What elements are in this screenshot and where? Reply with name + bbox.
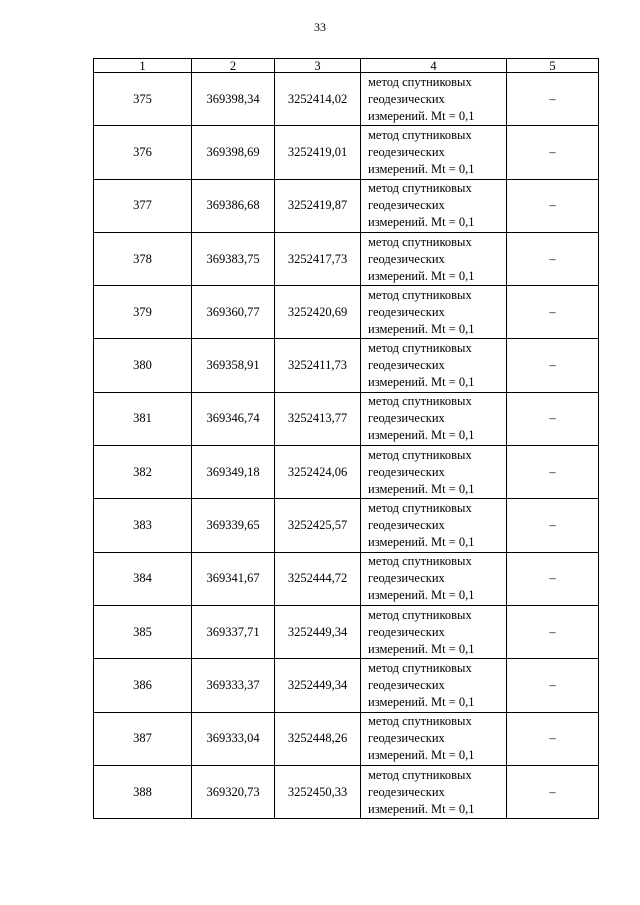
method-line-3: измерений. Mt = 0,1 xyxy=(368,375,475,390)
note-cell: – xyxy=(507,392,599,445)
note-cell: – xyxy=(507,659,599,712)
y-coordinate-cell: 3252424,06 xyxy=(275,446,361,499)
x-coordinate-cell: 369337,71 xyxy=(192,605,275,658)
y-coordinate-cell: 3252414,02 xyxy=(275,73,361,126)
note-cell: – xyxy=(507,73,599,126)
header-col-2: 2 xyxy=(192,59,275,73)
y-coordinate-cell: 3252449,34 xyxy=(275,659,361,712)
point-number-cell: 376 xyxy=(94,126,192,179)
table-header xyxy=(94,59,599,73)
method-line-1: метод спутниковых xyxy=(368,554,472,569)
y-coordinate-cell: 3252449,34 xyxy=(275,605,361,658)
x-coordinate-cell: 369398,34 xyxy=(192,73,275,126)
method-line-1: метод спутниковых xyxy=(368,74,472,89)
method-line-1: метод спутниковых xyxy=(368,394,472,409)
method-line-1: метод спутниковых xyxy=(368,447,472,462)
header-col-3: 3 xyxy=(275,59,361,73)
method-line-1: метод спутниковых xyxy=(368,607,472,622)
x-coordinate-cell: 369383,75 xyxy=(192,232,275,285)
x-coordinate-cell: 369333,04 xyxy=(192,712,275,765)
note-cell: – xyxy=(507,446,599,499)
point-number-cell: 382 xyxy=(94,446,192,499)
method-line-3: измерений. Mt = 0,1 xyxy=(368,694,475,709)
table-row xyxy=(94,232,599,285)
method-cell xyxy=(361,179,507,232)
method-line-2: геодезических xyxy=(368,251,445,266)
y-coordinate-cell: 3252413,77 xyxy=(275,392,361,445)
y-coordinate-cell: 3252420,69 xyxy=(275,286,361,339)
method-line-1: метод спутниковых xyxy=(368,660,472,675)
y-coordinate-cell: 3252419,01 xyxy=(275,126,361,179)
method-line-2: геодезических xyxy=(368,518,445,533)
method-cell xyxy=(361,339,507,392)
method-line-2: геодезических xyxy=(368,304,445,319)
note-cell: – xyxy=(507,499,599,552)
method-line-1: метод спутниковых xyxy=(368,181,472,196)
x-coordinate-cell: 369349,18 xyxy=(192,446,275,499)
note-cell: – xyxy=(507,286,599,339)
note-cell: – xyxy=(507,339,599,392)
header-col-5: 5 xyxy=(507,59,599,73)
method-line-1: метод спутниковых xyxy=(368,501,472,516)
method-line-1: метод спутниковых xyxy=(368,287,472,302)
x-coordinate-cell: 369386,68 xyxy=(192,179,275,232)
method-line-2: геодезических xyxy=(368,144,445,159)
method-line-2: геодезических xyxy=(368,784,445,799)
method-cell xyxy=(361,446,507,499)
y-coordinate-cell: 3252419,87 xyxy=(275,179,361,232)
x-coordinate-cell: 369360,77 xyxy=(192,286,275,339)
method-line-3: измерений. Mt = 0,1 xyxy=(368,108,475,123)
method-line-3: измерений. Mt = 0,1 xyxy=(368,268,475,283)
header-row xyxy=(94,59,599,73)
point-number-cell: 384 xyxy=(94,552,192,605)
method-line-3: измерений. Mt = 0,1 xyxy=(368,641,475,656)
method-cell xyxy=(361,499,507,552)
coordinates-table xyxy=(93,58,599,819)
method-line-2: геодезических xyxy=(368,464,445,479)
note-cell: – xyxy=(507,605,599,658)
method-cell xyxy=(361,765,507,818)
method-line-3: измерений. Mt = 0,1 xyxy=(368,215,475,230)
method-line-3: измерений. Mt = 0,1 xyxy=(368,428,475,443)
point-number-cell: 386 xyxy=(94,659,192,712)
y-coordinate-cell: 3252444,72 xyxy=(275,552,361,605)
method-cell xyxy=(361,126,507,179)
point-number-cell: 380 xyxy=(94,339,192,392)
y-coordinate-cell: 3252450,33 xyxy=(275,765,361,818)
note-cell: – xyxy=(507,126,599,179)
table-row xyxy=(94,126,599,179)
method-line-1: метод спутниковых xyxy=(368,767,472,782)
method-cell xyxy=(361,552,507,605)
table-row xyxy=(94,446,599,499)
table-row xyxy=(94,73,599,126)
method-line-3: измерений. Mt = 0,1 xyxy=(368,321,475,336)
x-coordinate-cell: 369339,65 xyxy=(192,499,275,552)
method-line-3: измерений. Mt = 0,1 xyxy=(368,801,475,816)
method-cell xyxy=(361,232,507,285)
point-number-cell: 378 xyxy=(94,232,192,285)
table-row xyxy=(94,286,599,339)
table-row xyxy=(94,765,599,818)
method-line-2: геодезических xyxy=(368,411,445,426)
header-col-4: 4 xyxy=(361,59,507,73)
method-line-2: геодезических xyxy=(368,91,445,106)
x-coordinate-cell: 369320,73 xyxy=(192,765,275,818)
x-coordinate-cell: 369341,67 xyxy=(192,552,275,605)
method-cell xyxy=(361,392,507,445)
method-line-2: геодезических xyxy=(368,358,445,373)
y-coordinate-cell: 3252448,26 xyxy=(275,712,361,765)
table-row xyxy=(94,659,599,712)
note-cell: – xyxy=(507,712,599,765)
point-number-cell: 377 xyxy=(94,179,192,232)
method-line-2: геодезических xyxy=(368,624,445,639)
table-row xyxy=(94,179,599,232)
method-line-3: измерений. Mt = 0,1 xyxy=(368,535,475,550)
table-body xyxy=(94,73,599,819)
point-number-cell: 385 xyxy=(94,605,192,658)
y-coordinate-cell: 3252411,73 xyxy=(275,339,361,392)
method-cell xyxy=(361,73,507,126)
point-number-cell: 375 xyxy=(94,73,192,126)
method-line-1: метод спутниковых xyxy=(368,127,472,142)
method-line-2: геодезических xyxy=(368,571,445,586)
method-line-1: метод спутниковых xyxy=(368,341,472,356)
table-row xyxy=(94,392,599,445)
method-cell xyxy=(361,659,507,712)
method-line-1: метод спутниковых xyxy=(368,714,472,729)
method-cell xyxy=(361,712,507,765)
point-number-cell: 383 xyxy=(94,499,192,552)
point-number-cell: 379 xyxy=(94,286,192,339)
header-col-1: 1 xyxy=(94,59,192,73)
note-cell: – xyxy=(507,765,599,818)
page-number: 33 xyxy=(314,20,326,34)
table-row xyxy=(94,339,599,392)
method-cell xyxy=(361,286,507,339)
method-cell xyxy=(361,605,507,658)
table-row xyxy=(94,499,599,552)
y-coordinate-cell: 3252417,73 xyxy=(275,232,361,285)
method-line-1: метод спутниковых xyxy=(368,234,472,249)
note-cell: – xyxy=(507,232,599,285)
table-row xyxy=(94,712,599,765)
method-line-3: измерений. Mt = 0,1 xyxy=(368,481,475,496)
table-row xyxy=(94,605,599,658)
method-line-3: измерений. Mt = 0,1 xyxy=(368,161,475,176)
method-line-2: геодезических xyxy=(368,731,445,746)
note-cell: – xyxy=(507,179,599,232)
x-coordinate-cell: 369333,37 xyxy=(192,659,275,712)
method-line-3: измерений. Mt = 0,1 xyxy=(368,588,475,603)
x-coordinate-cell: 369398,69 xyxy=(192,126,275,179)
note-cell: – xyxy=(507,552,599,605)
y-coordinate-cell: 3252425,57 xyxy=(275,499,361,552)
point-number-cell: 387 xyxy=(94,712,192,765)
method-line-2: геодезических xyxy=(368,198,445,213)
table-row xyxy=(94,552,599,605)
point-number-cell: 381 xyxy=(94,392,192,445)
x-coordinate-cell: 369358,91 xyxy=(192,339,275,392)
method-line-3: измерений. Mt = 0,1 xyxy=(368,748,475,763)
x-coordinate-cell: 369346,74 xyxy=(192,392,275,445)
point-number-cell: 388 xyxy=(94,765,192,818)
method-line-2: геодезических xyxy=(368,677,445,692)
